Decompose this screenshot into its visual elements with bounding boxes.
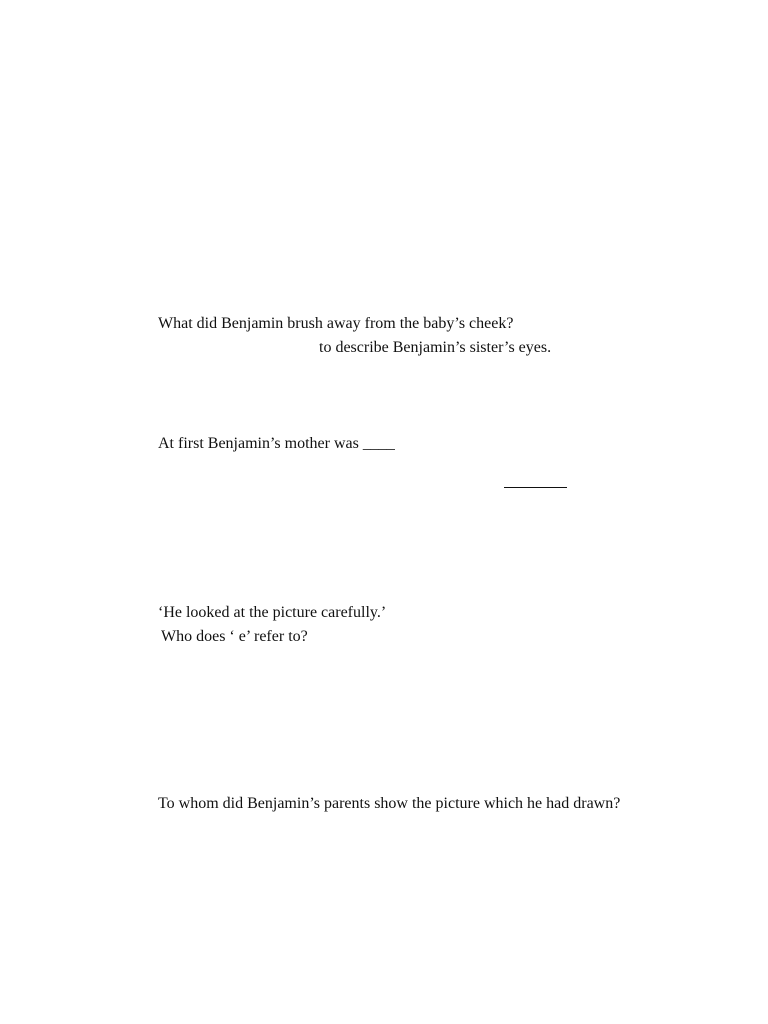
answer-blank-line xyxy=(504,487,567,488)
question-2-text: At first Benjamin’s mother was ____ xyxy=(158,435,395,452)
question-3-quote: ‘He looked at the picture carefully.’ xyxy=(158,604,387,621)
question-4-text: To whom did Benjamin’s parents show the picture which he had drawn? xyxy=(158,795,621,812)
question-3-text: Who does ‘ e’ refer to? xyxy=(161,628,308,645)
question-1-continuation: to describe Benjamin’s sister’s eyes. xyxy=(319,339,552,356)
question-1-text: What did Benjamin brush away from the baby’s cheek? xyxy=(158,315,514,332)
